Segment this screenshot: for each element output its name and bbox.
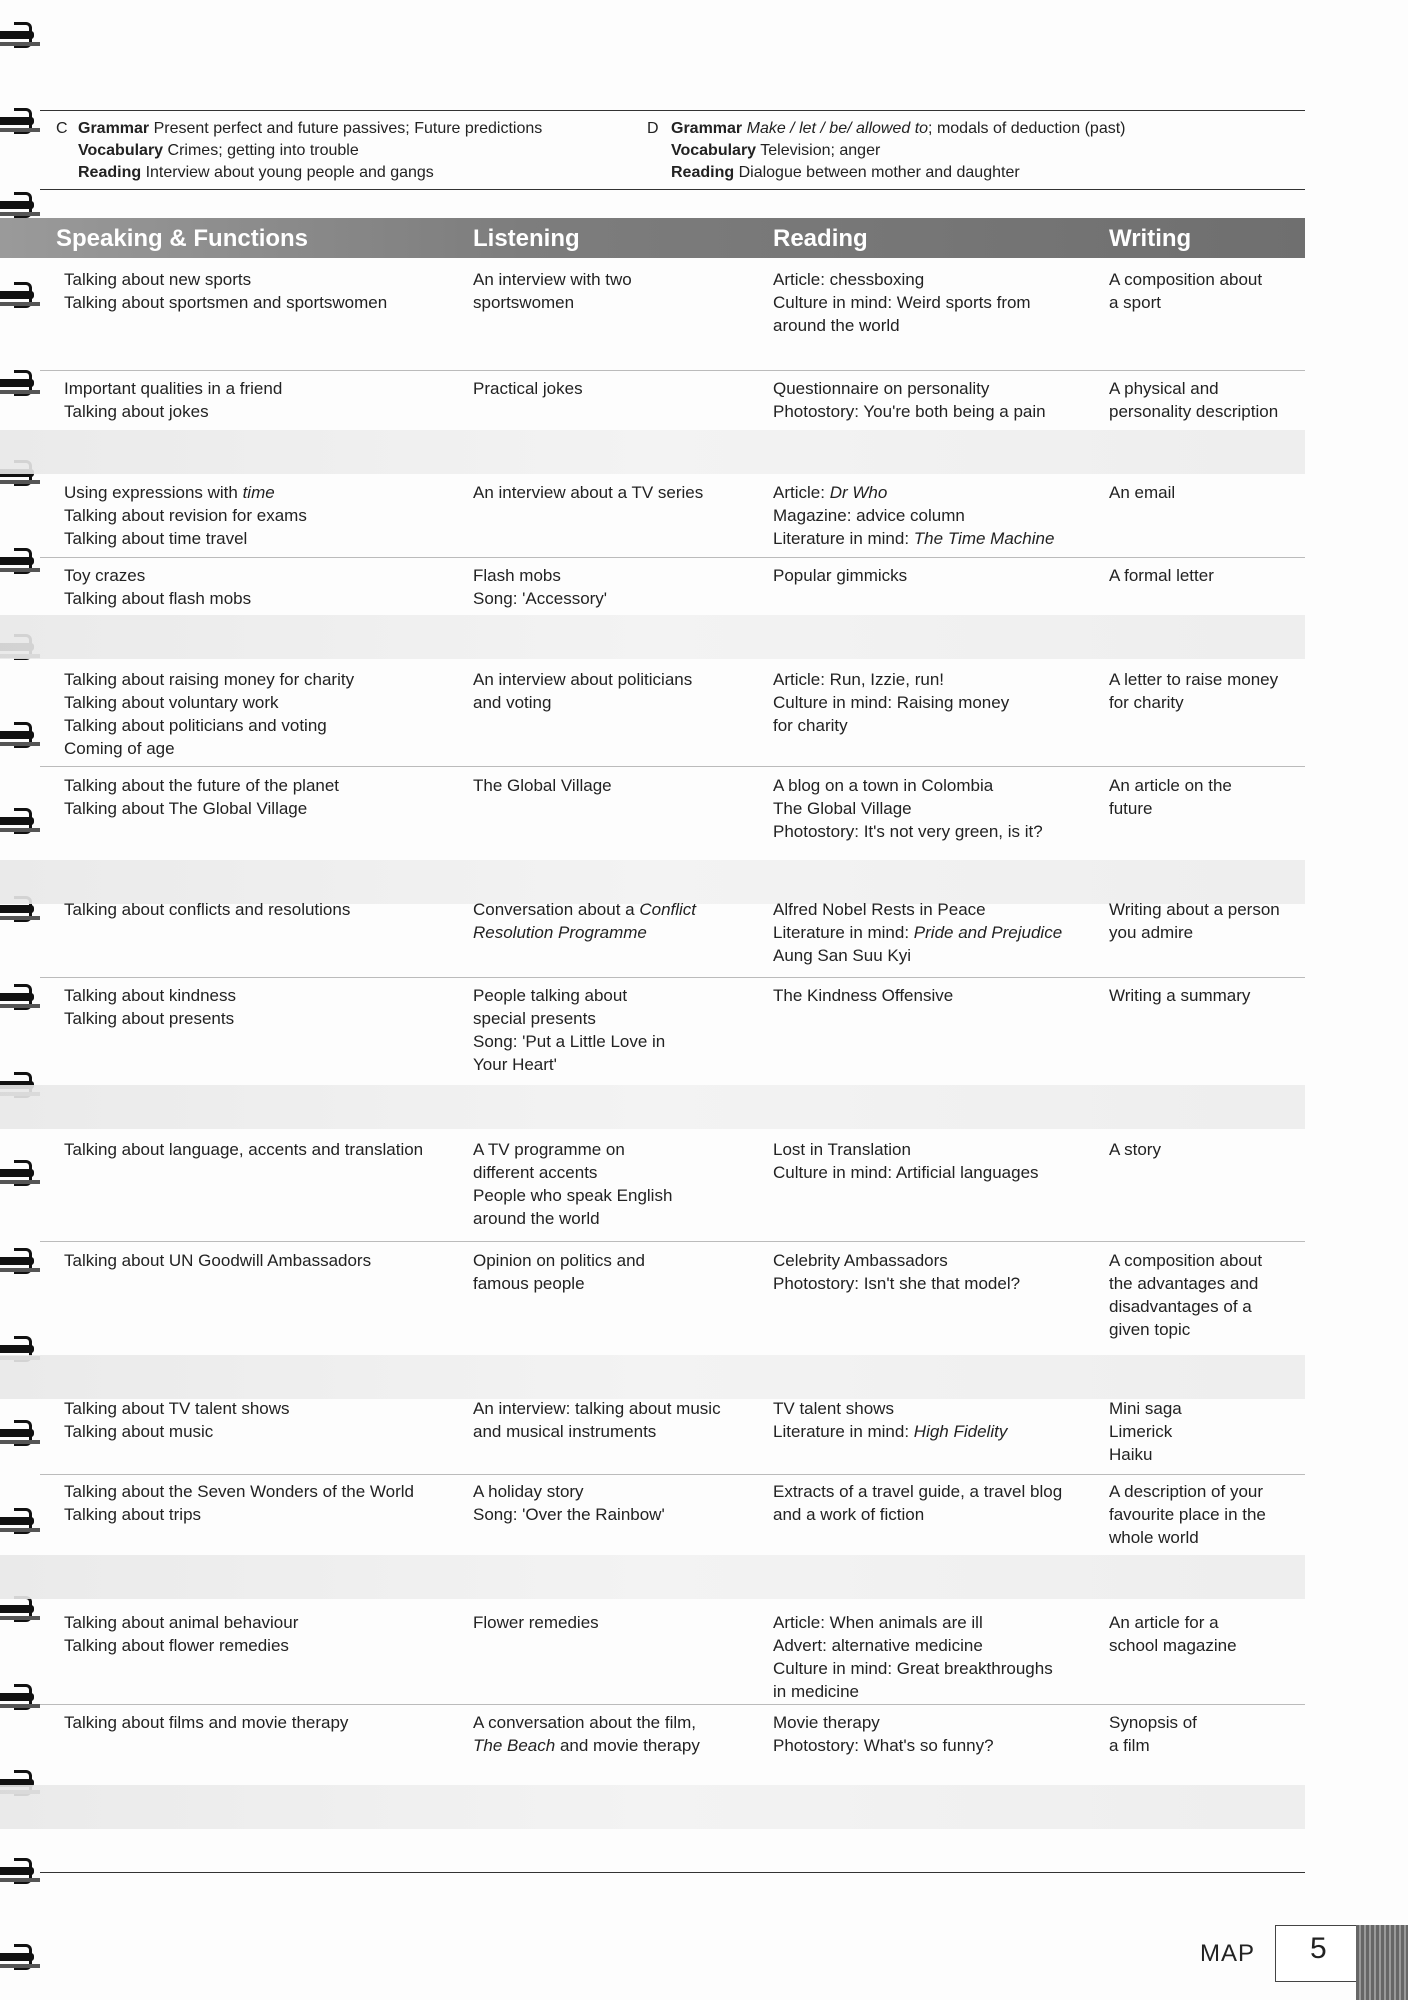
row12-speaking-line: Talking about trips bbox=[64, 1505, 202, 1524]
spiral-ring bbox=[0, 808, 40, 834]
row11-speaking bbox=[64, 1397, 290, 1443]
row3-writing-line: An email bbox=[1109, 483, 1176, 502]
row6-writing-line: An article on the bbox=[1109, 776, 1232, 795]
row2-reading-line: Photostory: You're both being a pain bbox=[773, 402, 1046, 421]
row6-writing bbox=[1109, 774, 1232, 820]
row3-reading-pre: Article: bbox=[773, 483, 830, 502]
row2-writing-line: A physical and bbox=[1109, 379, 1219, 398]
spiral-ring bbox=[0, 722, 40, 748]
spiral-ring bbox=[0, 282, 40, 308]
row10-listening-line: famous people bbox=[473, 1274, 585, 1293]
row9-writing-line: A story bbox=[1109, 1140, 1161, 1159]
row5-speaking-line: Coming of age bbox=[64, 739, 175, 758]
row4-listening-line: Song: 'Accessory' bbox=[473, 589, 608, 608]
row14-writing bbox=[1109, 1711, 1197, 1757]
row1-speaking-line: Talking about new sports bbox=[64, 270, 252, 289]
row5-writing-line: for charity bbox=[1109, 693, 1184, 712]
row10-reading bbox=[773, 1249, 1020, 1295]
row4-writing bbox=[1109, 564, 1214, 587]
decorative-band bbox=[0, 430, 1305, 474]
row1-speaking bbox=[64, 268, 387, 314]
row3-listening bbox=[473, 481, 703, 504]
spiral-ring bbox=[0, 984, 40, 1010]
row8-listening-line: Your Heart' bbox=[473, 1055, 557, 1074]
decorative-band bbox=[0, 1355, 1305, 1399]
row4-speaking-line: Talking about flash mobs bbox=[64, 589, 252, 608]
footer-map-label: MAP bbox=[1200, 1940, 1256, 1967]
row-separator bbox=[40, 766, 1305, 767]
row3-speaking-pre: Using expressions with bbox=[64, 483, 243, 502]
row3-writing bbox=[1109, 481, 1175, 504]
row7-reading-lit-pre: Literature in mind: bbox=[773, 923, 914, 942]
row3-speaking-line bbox=[64, 481, 307, 504]
unit-c-grammar-label: Grammar bbox=[78, 120, 150, 137]
row13-reading-line: Advert: alternative medicine bbox=[773, 1636, 983, 1655]
row11-writing-line: Mini saga bbox=[1109, 1399, 1182, 1418]
row5-speaking-line: Talking about raising money for charity bbox=[64, 670, 355, 689]
row12-reading-line: Extracts of a travel guide, a travel blog bbox=[773, 1482, 1063, 1501]
row11-writing-line: Limerick bbox=[1109, 1422, 1173, 1441]
row9-listening-line: different accents bbox=[473, 1163, 598, 1182]
row14-reading bbox=[773, 1711, 994, 1757]
row2-reading-line: Questionnaire on personality bbox=[773, 379, 990, 398]
row-separator bbox=[40, 557, 1305, 558]
row3-reading-italic: Dr Who bbox=[829, 483, 888, 502]
unit-d-summary bbox=[647, 118, 1125, 184]
row7-listening-italic2: Resolution Programme bbox=[473, 923, 647, 942]
row10-writing-line: the advantages and bbox=[1109, 1274, 1259, 1293]
unit-d-reading-label: Reading bbox=[671, 164, 735, 181]
row14-writing-line: a film bbox=[1109, 1736, 1150, 1755]
row9-reading-line: Lost in Translation bbox=[773, 1140, 911, 1159]
row14-listening-line: A conversation about the film, bbox=[473, 1713, 697, 1732]
row14-listening-after: and movie therapy bbox=[555, 1736, 700, 1755]
unit-c-summary bbox=[56, 118, 542, 184]
row8-listening-line: Song: 'Put a Little Love in bbox=[473, 1032, 666, 1051]
row14-speaking-line: Talking about films and movie therapy bbox=[64, 1713, 349, 1732]
row7-listening-italic: Conflict bbox=[639, 900, 697, 919]
row10-writing-line: disadvantages of a bbox=[1109, 1297, 1252, 1316]
row9-listening bbox=[473, 1138, 672, 1230]
unit-d-vocabulary: Television; anger bbox=[760, 142, 881, 159]
row3-speaking-line: Talking about time travel bbox=[64, 529, 248, 548]
row6-reading bbox=[773, 774, 1043, 843]
row1-writing-line: A composition about bbox=[1109, 270, 1263, 289]
row5-writing-line: A letter to raise money bbox=[1109, 670, 1279, 689]
row8-speaking bbox=[64, 984, 236, 1030]
row4-listening-line: Flash mobs bbox=[473, 566, 561, 585]
row4-speaking-line: Toy crazes bbox=[64, 566, 146, 585]
row2-listening-line: Practical jokes bbox=[473, 379, 583, 398]
row8-speaking-line: Talking about kindness bbox=[64, 986, 237, 1005]
row3-reading-lit-italic: The Time Machine bbox=[913, 529, 1055, 548]
spiral-ring bbox=[0, 1248, 40, 1274]
row7-reading-lit-italic: Pride and Prejudice bbox=[913, 923, 1063, 942]
row13-writing bbox=[1109, 1611, 1237, 1657]
section-rule bbox=[40, 189, 1305, 190]
unit-c-letter: C bbox=[56, 120, 68, 137]
row12-speaking-line: Talking about the Seven Wonders of the World bbox=[64, 1482, 414, 1501]
top-rule bbox=[40, 110, 1305, 111]
row13-reading-line: in medicine bbox=[773, 1682, 859, 1701]
row8-reading-line: The Kindness Offensive bbox=[773, 986, 954, 1005]
row8-writing-line: Writing a summary bbox=[1109, 986, 1251, 1005]
row13-speaking-line: Talking about animal behaviour bbox=[64, 1613, 299, 1632]
row8-speaking-line: Talking about presents bbox=[64, 1009, 235, 1028]
row5-reading bbox=[773, 668, 1009, 737]
row-separator bbox=[40, 370, 1305, 371]
row11-reading-line bbox=[773, 1420, 1007, 1443]
row7-writing-line: Writing about a person bbox=[1109, 900, 1280, 919]
row7-listening-line bbox=[473, 898, 696, 921]
unit-d-vocabulary-label: Vocabulary bbox=[671, 142, 757, 159]
unit-d-reading: Dialogue between mother and daughter bbox=[738, 164, 1020, 181]
row1-listening-line: An interview with two bbox=[473, 270, 632, 289]
page-number: 5 bbox=[1310, 1932, 1327, 1965]
row4-writing-line: A formal letter bbox=[1109, 566, 1214, 585]
row9-reading-line: Culture in mind: Artificial languages bbox=[773, 1163, 1039, 1182]
row12-reading bbox=[773, 1480, 1062, 1526]
row4-listening bbox=[473, 564, 607, 610]
row4-reading bbox=[773, 564, 907, 587]
row7-writing-line: you admire bbox=[1109, 923, 1194, 942]
decorative-band bbox=[0, 1785, 1305, 1829]
row2-speaking-line: Talking about jokes bbox=[64, 402, 209, 421]
row12-speaking bbox=[64, 1480, 414, 1526]
row1-reading-line: Article: chessboxing bbox=[773, 270, 925, 289]
page-edge-tab bbox=[1356, 1925, 1408, 2000]
row11-reading-line: TV talent shows bbox=[773, 1399, 894, 1418]
row13-reading bbox=[773, 1611, 1053, 1703]
row3-speaking bbox=[64, 481, 307, 550]
row8-writing bbox=[1109, 984, 1250, 1007]
row3-speaking-italic: time bbox=[242, 483, 275, 502]
row12-writing-line: favourite place in the bbox=[1109, 1505, 1266, 1524]
row11-reading-lit-pre: Literature in mind: bbox=[773, 1422, 914, 1441]
row2-writing-line: personality description bbox=[1109, 402, 1279, 421]
unit-d-letter: D bbox=[647, 120, 659, 137]
row7-listening bbox=[473, 898, 696, 944]
row1-writing-line: a sport bbox=[1109, 293, 1161, 312]
row5-listening-line: An interview about politicians bbox=[473, 670, 693, 689]
unit-c-vocabulary: Crimes; getting into trouble bbox=[167, 142, 359, 159]
unit-d-grammar-rest: ; modals of deduction (past) bbox=[928, 120, 1126, 137]
row13-reading-line: Article: When animals are ill bbox=[773, 1613, 983, 1632]
row9-reading bbox=[773, 1138, 1039, 1184]
spiral-ring bbox=[0, 22, 40, 48]
row13-reading-line: Culture in mind: Great breakthroughs bbox=[773, 1659, 1053, 1678]
row13-listening bbox=[473, 1611, 599, 1634]
row11-listening-line: An interview: talking about music bbox=[473, 1399, 721, 1418]
row3-reading-line: Magazine: advice column bbox=[773, 506, 965, 525]
row5-reading-line: for charity bbox=[773, 716, 848, 735]
decorative-band bbox=[0, 1555, 1305, 1599]
row5-listening bbox=[473, 668, 692, 714]
row6-reading-line: The Global Village bbox=[773, 799, 912, 818]
spiral-ring bbox=[0, 1858, 40, 1884]
row10-reading-line: Celebrity Ambassadors bbox=[773, 1251, 948, 1270]
decorative-band bbox=[0, 1085, 1305, 1129]
row7-reading bbox=[773, 898, 1062, 967]
spiral-ring bbox=[0, 1596, 40, 1622]
row5-writing bbox=[1109, 668, 1278, 714]
row1-reading bbox=[773, 268, 1031, 337]
row14-speaking bbox=[64, 1711, 348, 1734]
spiral-ring bbox=[0, 1160, 40, 1186]
unit-d-grammar-italic: Make / let / be/ allowed to bbox=[746, 120, 929, 137]
row8-listening-line: special presents bbox=[473, 1009, 596, 1028]
row8-reading bbox=[773, 984, 953, 1007]
row12-reading-line: and a work of fiction bbox=[773, 1505, 925, 1524]
row10-speaking-line: Talking about UN Goodwill Ambassadors bbox=[64, 1251, 372, 1270]
row14-listening bbox=[473, 1711, 700, 1757]
row6-reading-line: Photostory: It's not very green, is it? bbox=[773, 822, 1043, 841]
column-header-listening: Listening bbox=[473, 225, 580, 252]
footer-rule bbox=[40, 1872, 1305, 1873]
spiral-ring bbox=[0, 370, 40, 396]
spiral-ring bbox=[0, 548, 40, 574]
row2-speaking-line: Important qualities in a friend bbox=[64, 379, 283, 398]
row1-reading-line: Culture in mind: Weird sports from bbox=[773, 293, 1031, 312]
row2-speaking bbox=[64, 377, 282, 423]
row7-speaking-line: Talking about conflicts and resolutions bbox=[64, 900, 351, 919]
row7-reading-line: Alfred Nobel Rests in Peace bbox=[773, 900, 986, 919]
row7-reading-line bbox=[773, 921, 1062, 944]
spiral-ring bbox=[0, 1944, 40, 1970]
row10-listening bbox=[473, 1249, 645, 1295]
row14-reading-line: Movie therapy bbox=[773, 1713, 880, 1732]
row11-speaking-line: Talking about TV talent shows bbox=[64, 1399, 290, 1418]
row1-reading-line: around the world bbox=[773, 316, 900, 335]
row13-writing-line: school magazine bbox=[1109, 1636, 1237, 1655]
row6-listening bbox=[473, 774, 612, 797]
row3-reading-lit-pre: Literature in mind: bbox=[773, 529, 914, 548]
row11-listening bbox=[473, 1397, 721, 1443]
row11-reading-lit-italic: High Fidelity bbox=[913, 1422, 1008, 1441]
row9-speaking-line: Talking about language, accents and translation bbox=[64, 1140, 424, 1159]
row14-listening-line bbox=[473, 1734, 700, 1757]
row7-speaking bbox=[64, 898, 350, 921]
spiral-ring bbox=[0, 1420, 40, 1446]
row2-listening bbox=[473, 377, 583, 400]
decorative-band bbox=[0, 615, 1305, 659]
row6-speaking bbox=[64, 774, 339, 820]
spiral-ring bbox=[0, 1508, 40, 1534]
row7-writing bbox=[1109, 898, 1280, 944]
unit-c-reading-label: Reading bbox=[78, 164, 142, 181]
row9-listening-line: around the world bbox=[473, 1209, 600, 1228]
spiral-ring bbox=[0, 1684, 40, 1710]
column-header-writing: Writing bbox=[1109, 225, 1192, 252]
row11-writing-line: Haiku bbox=[1109, 1445, 1153, 1464]
row10-speaking bbox=[64, 1249, 371, 1272]
column-header-speaking: Speaking & Functions bbox=[56, 225, 309, 252]
row12-writing-line: whole world bbox=[1109, 1528, 1199, 1547]
row9-speaking bbox=[64, 1138, 423, 1161]
row12-writing bbox=[1109, 1480, 1266, 1549]
row7-reading-line: Aung San Suu Kyi bbox=[773, 946, 911, 965]
unit-d-grammar-label: Grammar bbox=[671, 120, 743, 137]
row6-listening-line: The Global Village bbox=[473, 776, 612, 795]
row6-speaking-line: Talking about the future of the planet bbox=[64, 776, 340, 795]
row11-listening-line: and musical instruments bbox=[473, 1422, 657, 1441]
row13-listening-line: Flower remedies bbox=[473, 1613, 599, 1632]
row5-speaking bbox=[64, 668, 354, 760]
row2-writing bbox=[1109, 377, 1278, 423]
row4-speaking bbox=[64, 564, 251, 610]
row9-listening-line: A TV programme on bbox=[473, 1140, 625, 1159]
row1-speaking-line: Talking about sportsmen and sportswomen bbox=[64, 293, 388, 312]
row8-listening-line: People talking about bbox=[473, 986, 628, 1005]
unit-c-grammar: Present perfect and future passives; Future predictions bbox=[153, 120, 543, 137]
row5-reading-line: Article: Run, Izzie, run! bbox=[773, 670, 945, 689]
row1-listening bbox=[473, 268, 632, 314]
row1-writing bbox=[1109, 268, 1262, 314]
row12-listening bbox=[473, 1480, 665, 1526]
row3-listening-line: An interview about a TV series bbox=[473, 483, 704, 502]
row4-reading-line: Popular gimmicks bbox=[773, 566, 908, 585]
row14-listening-italic: The Beach bbox=[473, 1736, 556, 1755]
row11-reading bbox=[773, 1397, 1007, 1443]
row3-reading bbox=[773, 481, 1054, 550]
row10-writing-line: given topic bbox=[1109, 1320, 1191, 1339]
row14-writing-line: Synopsis of bbox=[1109, 1713, 1197, 1732]
row-separator bbox=[40, 1474, 1305, 1475]
row3-speaking-line: Talking about revision for exams bbox=[64, 506, 307, 525]
row3-reading-line bbox=[773, 527, 1054, 550]
row-separator bbox=[40, 977, 1305, 978]
row5-reading-line: Culture in mind: Raising money bbox=[773, 693, 1010, 712]
spiral-ring bbox=[0, 192, 40, 218]
row7-listening-pre: Conversation about a bbox=[473, 900, 640, 919]
row6-writing-line: future bbox=[1109, 799, 1153, 818]
row11-writing bbox=[1109, 1397, 1182, 1466]
row5-listening-line: and voting bbox=[473, 693, 552, 712]
row5-speaking-line: Talking about politicians and voting bbox=[64, 716, 327, 735]
row7-listening-line bbox=[473, 921, 696, 944]
row6-reading-line: A blog on a town in Colombia bbox=[773, 776, 994, 795]
row12-listening-line: Song: 'Over the Rainbow' bbox=[473, 1505, 665, 1524]
unit-c-vocabulary-label: Vocabulary bbox=[78, 142, 164, 159]
row2-reading bbox=[773, 377, 1046, 423]
row10-reading-line: Photostory: Isn't she that model? bbox=[773, 1274, 1021, 1293]
row10-writing-line: A composition about bbox=[1109, 1251, 1263, 1270]
row-separator bbox=[40, 1241, 1305, 1242]
spiral-ring bbox=[0, 108, 40, 134]
row14-reading-line: Photostory: What's so funny? bbox=[773, 1736, 994, 1755]
column-header-reading: Reading bbox=[773, 225, 868, 252]
row11-speaking-line: Talking about music bbox=[64, 1422, 214, 1441]
row8-listening bbox=[473, 984, 665, 1076]
row3-reading-line bbox=[773, 481, 1054, 504]
row6-speaking-line: Talking about The Global Village bbox=[64, 799, 308, 818]
row13-speaking bbox=[64, 1611, 298, 1657]
unit-c-reading: Interview about young people and gangs bbox=[145, 164, 434, 181]
row13-speaking-line: Talking about flower remedies bbox=[64, 1636, 289, 1655]
row1-listening-line: sportswomen bbox=[473, 293, 575, 312]
row13-writing-line: An article for a bbox=[1109, 1613, 1219, 1632]
row12-listening-line: A holiday story bbox=[473, 1482, 584, 1501]
row12-writing-line: A description of your bbox=[1109, 1482, 1264, 1501]
row-separator bbox=[40, 1704, 1305, 1705]
row9-writing bbox=[1109, 1138, 1161, 1161]
row5-speaking-line: Talking about voluntary work bbox=[64, 693, 279, 712]
row10-listening-line: Opinion on politics and bbox=[473, 1251, 646, 1270]
row10-writing bbox=[1109, 1249, 1262, 1341]
row9-listening-line: People who speak English bbox=[473, 1186, 673, 1205]
